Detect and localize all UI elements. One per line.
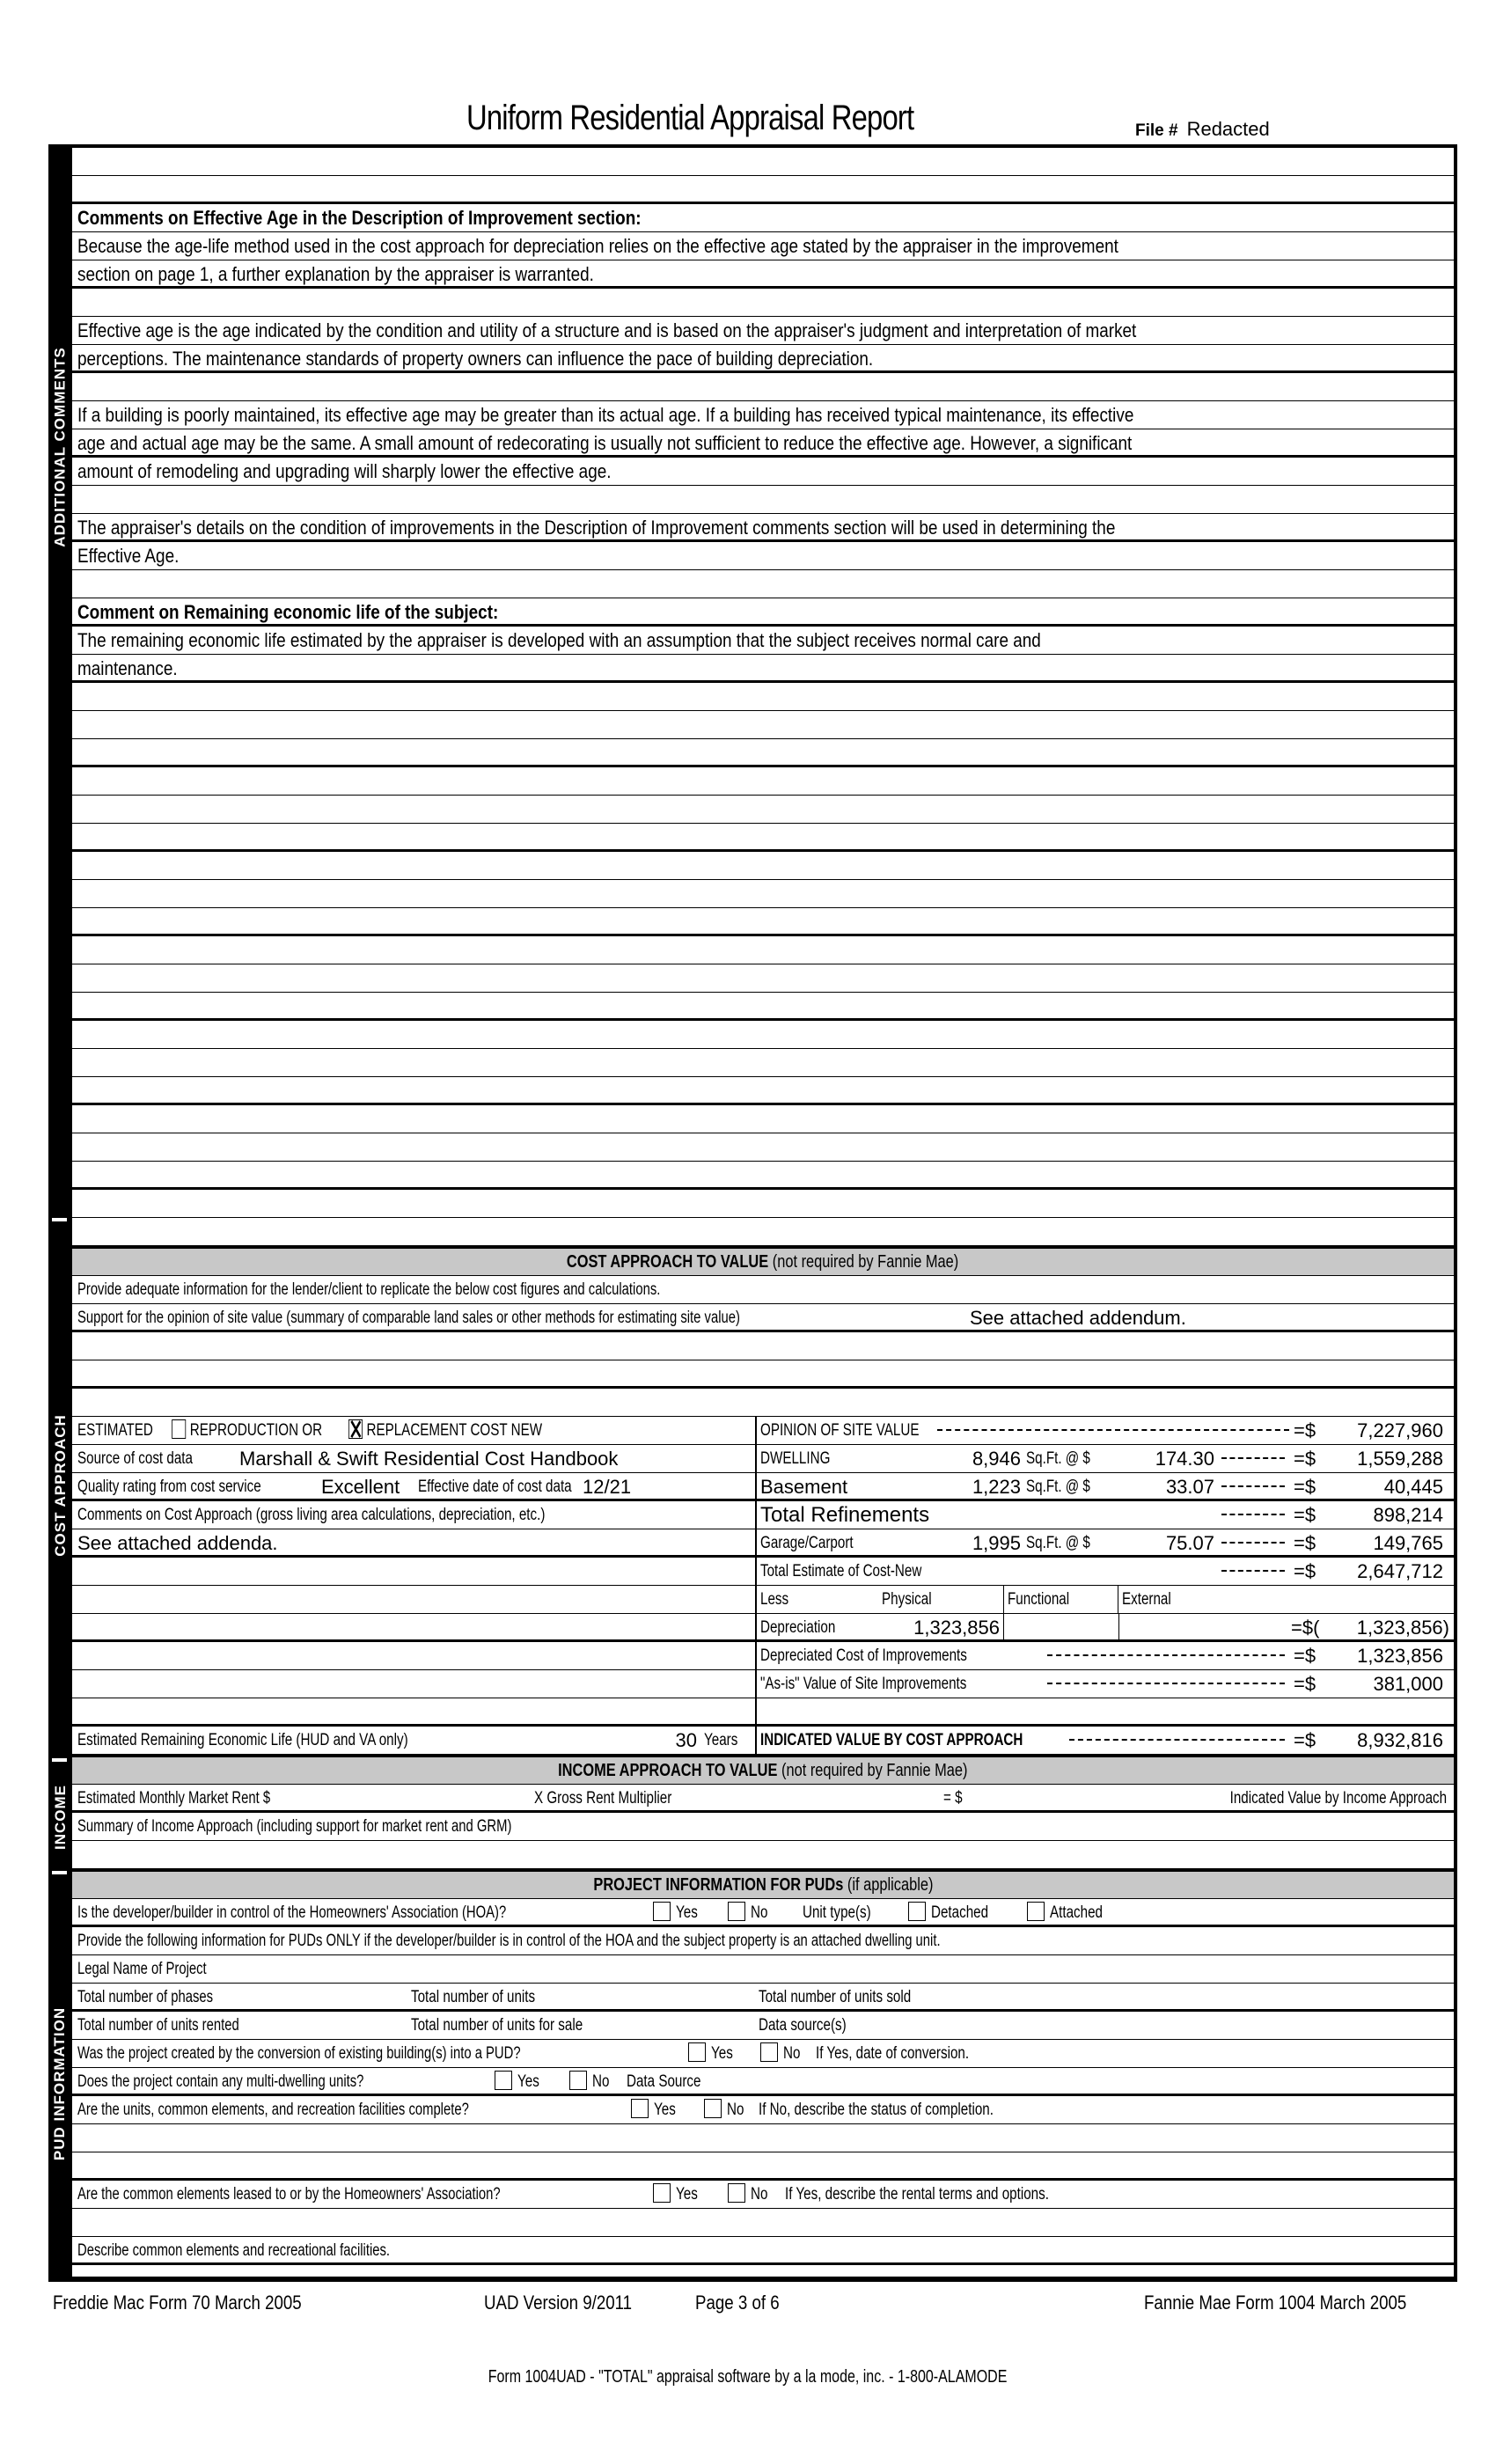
dwelling-value[interactable]: 1,559,288 bbox=[1357, 1448, 1443, 1470]
comment-line[interactable] bbox=[72, 767, 1454, 796]
comment-line[interactable] bbox=[72, 1218, 1454, 1246]
comment-line[interactable] bbox=[72, 1105, 1454, 1133]
attached-checkbox[interactable] bbox=[1027, 1902, 1045, 1921]
comment-line[interactable] bbox=[72, 936, 1454, 964]
equals-dollar: =$ bbox=[1294, 1419, 1316, 1441]
comment-line[interactable] bbox=[72, 401, 1454, 429]
grm-label: X Gross Rent Multiplier bbox=[534, 1789, 672, 1808]
dotted-leader bbox=[1221, 1570, 1285, 1572]
section-divider-tick bbox=[52, 1758, 67, 1762]
source-label: Source of cost data bbox=[77, 1449, 193, 1468]
yes-label: Yes bbox=[676, 1903, 698, 1922]
describe-common-row bbox=[72, 2237, 1454, 2265]
no-label: No bbox=[727, 2101, 744, 2119]
site-value[interactable]: 7,227,960 bbox=[1357, 1419, 1443, 1441]
legal-name-row[interactable] bbox=[72, 1955, 1454, 1984]
comment-line[interactable] bbox=[72, 1162, 1454, 1190]
replacement-label: REPLACEMENT COST NEW bbox=[366, 1421, 543, 1440]
additional-comments-label: ADDITIONAL COMMENTS bbox=[51, 347, 69, 547]
cost-row-comments bbox=[72, 1529, 1454, 1558]
data-source-label: Data Source bbox=[627, 2072, 701, 2091]
footer-fannie: Fannie Mae Form 1004 March 2005 bbox=[1144, 2292, 1407, 2314]
comment-text: age and actual age may be the same. A small amount of redecorating is usually not sufficient to reduce the effective age. However, a significant bbox=[77, 432, 1133, 454]
cost-row-as-is bbox=[72, 1670, 1454, 1698]
indicated-cost-label: INDICATED VALUE BY COST APPROACH bbox=[760, 1731, 1023, 1749]
depreciated-cost-value[interactable]: 1,323,856 bbox=[1357, 1645, 1443, 1667]
yes-label: Yes bbox=[711, 2044, 733, 2063]
yes-label: Yes bbox=[654, 2101, 676, 2119]
comment-text: amount of remodeling and upgrading will sharply lower the effective age. bbox=[77, 460, 612, 482]
basement-rate[interactable]: 33.07 bbox=[1165, 1476, 1214, 1498]
garage-label[interactable]: Garage/Carport bbox=[760, 1534, 854, 1552]
refinements-label[interactable]: Total Refinements bbox=[760, 1503, 930, 1527]
equals-dollar: =$ bbox=[1294, 1645, 1316, 1667]
comment-text: If a building is poorly maintained, its effective age may be greater than its actual age. If a building has received typical maintenance, its effective bbox=[77, 404, 1134, 426]
comment-line[interactable] bbox=[72, 908, 1454, 936]
file-number-label: File # bbox=[1135, 121, 1178, 140]
site-value-support-label: Support for the opinion of site value (summary of comparable land sales or other methods for estimating site value) bbox=[77, 1309, 740, 1327]
comment-line[interactable] bbox=[72, 627, 1454, 655]
depreciated-cost-label: Depreciated Cost of Improvements bbox=[760, 1646, 967, 1665]
cost-row-depreciated bbox=[72, 1642, 1454, 1670]
comment-line[interactable] bbox=[72, 232, 1454, 260]
sqft-at-label: Sq.Ft. @ $ bbox=[1026, 1534, 1090, 1552]
attached-label: Attached bbox=[1050, 1903, 1103, 1922]
garage-value[interactable]: 149,765 bbox=[1373, 1532, 1443, 1554]
comment-line[interactable] bbox=[72, 204, 1454, 232]
detached-label: Detached bbox=[931, 1903, 989, 1922]
footer-page: Page 3 of 6 bbox=[695, 2292, 780, 2314]
comment-text: The appraiser's details on the condition of improvements in the Description of Improvement comments section will be used in determining the bbox=[77, 517, 1116, 539]
comment-line[interactable] bbox=[72, 317, 1454, 345]
pud-leased-row bbox=[72, 2181, 1454, 2209]
cost-row-comments-label bbox=[72, 1501, 1454, 1529]
data-sources-label: Data source(s) bbox=[759, 2016, 847, 2035]
file-number-value: Redacted bbox=[1186, 118, 1270, 140]
blank-line[interactable] bbox=[72, 2124, 1454, 2152]
source-value[interactable]: Marshall & Swift Residential Cost Handbook bbox=[239, 1448, 619, 1470]
footer-uad: UAD Version 9/2011 bbox=[484, 2292, 633, 2314]
indicated-cost-value[interactable]: 8,932,816 bbox=[1357, 1729, 1443, 1751]
sqft-at-label: Sq.Ft. @ $ bbox=[1026, 1478, 1090, 1496]
comment-line[interactable] bbox=[72, 683, 1454, 711]
total-units-sold-label: Total number of units sold bbox=[759, 1988, 912, 2006]
comment-line[interactable] bbox=[72, 711, 1454, 739]
leased-note: If Yes, describe the rental terms and options. bbox=[785, 2185, 1049, 2204]
total-phases-label: Total number of phases bbox=[77, 1988, 214, 2006]
conversion-yes-checkbox[interactable] bbox=[688, 2042, 706, 2062]
unit-types-label: Unit type(s) bbox=[803, 1903, 871, 1922]
comment-line[interactable] bbox=[72, 1021, 1454, 1049]
basement-value[interactable]: 40,445 bbox=[1383, 1476, 1443, 1498]
blank-line[interactable] bbox=[72, 1360, 1454, 1389]
cost-comments-line[interactable] bbox=[72, 1670, 757, 1698]
equals-dollar: =$ bbox=[1294, 1532, 1316, 1554]
dwelling-label: DWELLING bbox=[760, 1449, 831, 1468]
garage-sqft[interactable]: 1,995 bbox=[972, 1532, 1021, 1554]
comment-text: Comment on Remaining economic life of the subject: bbox=[77, 601, 499, 623]
income-summary-label: Summary of Income Approach (including support for market rent and GRM) bbox=[77, 1817, 512, 1836]
legal-name-label: Legal Name of Project bbox=[77, 1960, 207, 1978]
comment-line[interactable] bbox=[72, 964, 1454, 993]
comment-line[interactable] bbox=[72, 796, 1454, 824]
effective-date-label: Effective date of cost data bbox=[418, 1478, 572, 1496]
cost-row-estimated bbox=[72, 1417, 1454, 1445]
section-sidebar bbox=[48, 148, 72, 2277]
income-approach-header: INCOME APPROACH TO VALUE (not required by Fannie Mae) bbox=[72, 1755, 1454, 1785]
blank-line[interactable] bbox=[72, 1389, 1454, 1417]
comment-line[interactable] bbox=[72, 570, 1454, 598]
comment-line[interactable] bbox=[72, 345, 1454, 373]
functional-label: Functional bbox=[1008, 1590, 1070, 1609]
describe-common-label: Describe common elements and recreational facilities. bbox=[77, 2241, 391, 2260]
equals-dollar: =$ bbox=[1294, 1448, 1316, 1470]
comment-text: perceptions. The maintenance standards of property owners can influence the pace of building depreciation. bbox=[77, 348, 874, 370]
blank-line[interactable] bbox=[72, 1332, 1454, 1360]
total-cost-label: Total Estimate of Cost-New bbox=[760, 1562, 922, 1580]
cost-row-indicated bbox=[72, 1727, 1454, 1755]
complete-yes-checkbox[interactable] bbox=[631, 2099, 649, 2118]
equals-dollar: =$ bbox=[1294, 1504, 1316, 1526]
comment-line[interactable] bbox=[72, 824, 1454, 852]
pud-information-label: PUD INFORMATION bbox=[51, 2006, 69, 2161]
comment-line[interactable] bbox=[72, 429, 1454, 458]
leased-no-checkbox[interactable] bbox=[728, 2183, 745, 2203]
as-is-value[interactable]: 381,000 bbox=[1373, 1673, 1443, 1695]
physical-label: Physical bbox=[882, 1590, 932, 1609]
depreciation-external[interactable] bbox=[1119, 1614, 1454, 1639]
leased-question: Are the common elements leased to or by the Homeowners' Association? bbox=[77, 2185, 501, 2204]
comment-text: Effective age is the age indicated by the condition and utility of a structure and is based on the appraiser's judgment and interpretation of market bbox=[77, 319, 1137, 341]
dotted-leader bbox=[937, 1429, 1289, 1431]
appraisal-form bbox=[48, 144, 1457, 2282]
income-summary-row bbox=[72, 1813, 1454, 1841]
dotted-leader bbox=[1069, 1739, 1285, 1741]
comment-line[interactable] bbox=[72, 148, 1454, 176]
comment-text: section on page 1, a further explanation by the appraiser is warranted. bbox=[77, 263, 594, 285]
comment-line[interactable] bbox=[72, 458, 1454, 486]
blank-line[interactable] bbox=[72, 1841, 1454, 1869]
comment-text: The remaining economic life estimated by the appraiser is developed with an assumption that the subject receives normal care and bbox=[77, 629, 1041, 651]
hoa-control-question: Is the developer/builder in control of the Homeowners' Association (HOA)? bbox=[77, 1903, 507, 1922]
reproduction-label: REPRODUCTION OR bbox=[189, 1421, 323, 1440]
quality-value[interactable]: Excellent bbox=[321, 1476, 400, 1498]
comment-line[interactable] bbox=[72, 1077, 1454, 1105]
basement-sqft[interactable]: 1,223 bbox=[972, 1476, 1021, 1498]
comment-line[interactable] bbox=[72, 598, 1454, 627]
cost-comments-label: Comments on Cost Approach (gross living area calculations, depreciation, etc.) bbox=[77, 1506, 546, 1524]
effective-date-value[interactable]: 12/21 bbox=[583, 1476, 632, 1498]
comment-line[interactable] bbox=[72, 655, 1454, 683]
income-rent-row bbox=[72, 1785, 1454, 1813]
comment-line[interactable] bbox=[72, 289, 1454, 317]
equals-dollar: =$ bbox=[1294, 1729, 1316, 1751]
comment-line[interactable] bbox=[72, 1049, 1454, 1077]
dotted-leader bbox=[1221, 1542, 1285, 1544]
page-title: Uniform Residential Appraisal Report bbox=[466, 99, 914, 137]
remaining-life-unit: Years bbox=[704, 1731, 738, 1749]
equals-dollar: =$ bbox=[1294, 1560, 1316, 1582]
income-indicated-label: Indicated Value by Income Approach bbox=[1229, 1789, 1447, 1808]
conversion-no-checkbox[interactable] bbox=[760, 2042, 778, 2062]
comment-line[interactable] bbox=[72, 542, 1454, 570]
file-number bbox=[1135, 118, 1270, 141]
pud-provide-info-row bbox=[72, 1927, 1454, 1955]
comment-text: maintenance. bbox=[77, 657, 178, 679]
dotted-leader bbox=[1047, 1683, 1285, 1684]
hoa-control-yes-checkbox[interactable] bbox=[653, 1902, 671, 1921]
pud-conversion-row bbox=[72, 2040, 1454, 2068]
depreciation-physical[interactable]: 1,323,856 bbox=[913, 1617, 1000, 1639]
footer-freddie: Freddie Mac Form 70 March 2005 bbox=[53, 2292, 302, 2314]
site-value-support-value[interactable]: See attached addendum. bbox=[970, 1307, 1186, 1329]
cost-comments-line[interactable] bbox=[72, 1698, 757, 1724]
dwelling-rate[interactable]: 174.30 bbox=[1155, 1448, 1214, 1470]
comment-line[interactable] bbox=[72, 880, 1454, 908]
comment-line[interactable] bbox=[72, 739, 1454, 767]
section-divider-tick bbox=[52, 1218, 67, 1221]
pud-header: PROJECT INFORMATION FOR PUDs (if applicable) bbox=[72, 1869, 1454, 1899]
dotted-leader bbox=[1221, 1514, 1285, 1515]
pud-hoa-control-row bbox=[72, 1899, 1454, 1927]
remaining-life-label: Estimated Remaining Economic Life (HUD and VA only) bbox=[77, 1731, 408, 1749]
cost-approach-label: COST APPROACH bbox=[51, 1414, 69, 1557]
pud-complete-row bbox=[72, 2096, 1454, 2124]
site-value-support-row bbox=[72, 1304, 1454, 1332]
basement-label[interactable]: Basement bbox=[760, 1476, 848, 1498]
comment-text: Effective Age. bbox=[77, 545, 180, 567]
comment-line[interactable] bbox=[72, 373, 1454, 401]
cost-comments-line[interactable] bbox=[72, 1642, 757, 1669]
cost-provide-info: Provide adequate information for the lender/client to replicate the below cost figures and calculations. bbox=[72, 1276, 1454, 1304]
no-label: No bbox=[751, 2185, 768, 2204]
software-credit: Form 1004UAD - "TOTAL" appraisal software by a la mode, inc. - 1-800-ALAMODE bbox=[488, 2367, 1008, 2387]
no-label: No bbox=[592, 2072, 610, 2091]
cost-row-depreciation bbox=[72, 1614, 1454, 1642]
comment-line[interactable] bbox=[72, 852, 1454, 880]
pud-totals-row-1 bbox=[72, 1984, 1454, 2012]
dotted-leader bbox=[1047, 1654, 1285, 1656]
hoa-control-no-checkbox[interactable] bbox=[728, 1902, 745, 1921]
pud-multi-dwelling-row bbox=[72, 2068, 1454, 2096]
total-units-label: Total number of units bbox=[411, 1988, 536, 2006]
total-units-for-sale-label: Total number of units for sale bbox=[411, 2016, 583, 2035]
site-value-label: OPINION OF SITE VALUE bbox=[760, 1421, 920, 1440]
additional-comments-section bbox=[72, 148, 1454, 1246]
comment-line[interactable] bbox=[72, 486, 1454, 514]
cost-comments-line[interactable] bbox=[72, 1614, 757, 1639]
dotted-leader bbox=[1221, 1485, 1285, 1487]
pud-provide-info: Provide the following information for PUDs ONLY if the developer/builder is in control of the HOA and the subject property is an attached dwelling unit. bbox=[77, 1932, 941, 1950]
pud-totals-row-2 bbox=[72, 2012, 1454, 2040]
total-units-rented-label: Total number of units rented bbox=[77, 2016, 239, 2035]
comment-text: Because the age-life method used in the cost approach for depreciation relies on the effective age stated by the appraiser in the improvement bbox=[77, 235, 1118, 257]
replacement-checkbox[interactable] bbox=[348, 1419, 363, 1439]
cost-comments-value[interactable]: See attached addenda. bbox=[77, 1532, 278, 1554]
reproduction-checkbox[interactable] bbox=[172, 1419, 186, 1439]
blank-line[interactable] bbox=[72, 2265, 1454, 2293]
comment-text: Comments on Effective Age in the Description of Improvement section: bbox=[77, 207, 642, 229]
comment-line[interactable] bbox=[72, 514, 1454, 542]
estimated-label: ESTIMATED bbox=[77, 1421, 153, 1440]
income-equals-label: = $ bbox=[943, 1789, 963, 1808]
cost-comments-line[interactable] bbox=[72, 1586, 757, 1613]
yes-label: Yes bbox=[517, 2072, 539, 2091]
leased-yes-checkbox[interactable] bbox=[653, 2183, 671, 2203]
remaining-life-value[interactable]: 30 bbox=[675, 1729, 697, 1751]
comment-line[interactable] bbox=[72, 1133, 1454, 1162]
total-cost-value[interactable]: 2,647,712 bbox=[1357, 1560, 1443, 1582]
equals-dollar: =$( bbox=[1291, 1617, 1320, 1639]
no-label: No bbox=[783, 2044, 801, 2063]
complete-no-checkbox[interactable] bbox=[704, 2099, 722, 2118]
cost-row-quality bbox=[72, 1473, 1454, 1501]
comment-line[interactable] bbox=[72, 1190, 1454, 1218]
comment-line[interactable] bbox=[72, 176, 1454, 204]
complete-note: If No, describe the status of completion. bbox=[759, 2101, 994, 2119]
less-label: Less bbox=[760, 1590, 789, 1609]
comment-line[interactable] bbox=[72, 993, 1454, 1021]
cost-comments-line[interactable] bbox=[72, 1558, 757, 1585]
multi-dwelling-yes-checkbox[interactable] bbox=[495, 2071, 512, 2090]
dotted-leader bbox=[1221, 1457, 1285, 1459]
blank-line[interactable] bbox=[72, 2209, 1454, 2237]
multi-dwelling-no-checkbox[interactable] bbox=[569, 2071, 587, 2090]
multi-dwelling-question: Does the project contain any multi-dwelling units? bbox=[77, 2072, 364, 2091]
income-label: INCOME bbox=[51, 1785, 69, 1850]
depreciation-functional[interactable] bbox=[1004, 1614, 1119, 1639]
conversion-question: Was the project created by the conversion of existing building(s) into a PUD? bbox=[77, 2044, 521, 2063]
detached-checkbox[interactable] bbox=[908, 1902, 926, 1921]
conversion-note: If Yes, date of conversion. bbox=[816, 2044, 970, 2063]
depreciation-value[interactable]: 1,323,856) bbox=[1356, 1617, 1449, 1639]
cost-approach-header: COST APPROACH TO VALUE (not required by Fannie Mae) bbox=[72, 1246, 1454, 1276]
quality-label: Quality rating from cost service bbox=[77, 1478, 261, 1496]
cost-row-total bbox=[72, 1558, 1454, 1586]
market-rent-label: Estimated Monthly Market Rent $ bbox=[77, 1789, 271, 1808]
as-is-label: "As-is" Value of Site Improvements bbox=[760, 1675, 967, 1693]
refinements-value[interactable]: 898,214 bbox=[1373, 1504, 1443, 1526]
yes-label: Yes bbox=[676, 2185, 698, 2204]
dwelling-sqft[interactable]: 8,946 bbox=[972, 1448, 1021, 1470]
complete-question: Are the units, common elements, and recreation facilities complete? bbox=[77, 2101, 469, 2119]
equals-dollar: =$ bbox=[1294, 1673, 1316, 1695]
cost-row-source bbox=[72, 1445, 1454, 1473]
garage-rate[interactable]: 75.07 bbox=[1165, 1532, 1214, 1554]
blank-line[interactable] bbox=[72, 2152, 1454, 2181]
cost-row-less bbox=[72, 1586, 1454, 1614]
section-divider-tick bbox=[52, 1871, 67, 1874]
no-label: No bbox=[751, 1903, 768, 1922]
sqft-at-label: Sq.Ft. @ $ bbox=[1026, 1449, 1090, 1468]
equals-dollar: =$ bbox=[1294, 1476, 1316, 1498]
external-label: External bbox=[1122, 1590, 1171, 1609]
comment-line[interactable] bbox=[72, 260, 1454, 289]
cost-row-blank bbox=[72, 1698, 1454, 1727]
depreciation-label: Depreciation bbox=[760, 1618, 836, 1637]
